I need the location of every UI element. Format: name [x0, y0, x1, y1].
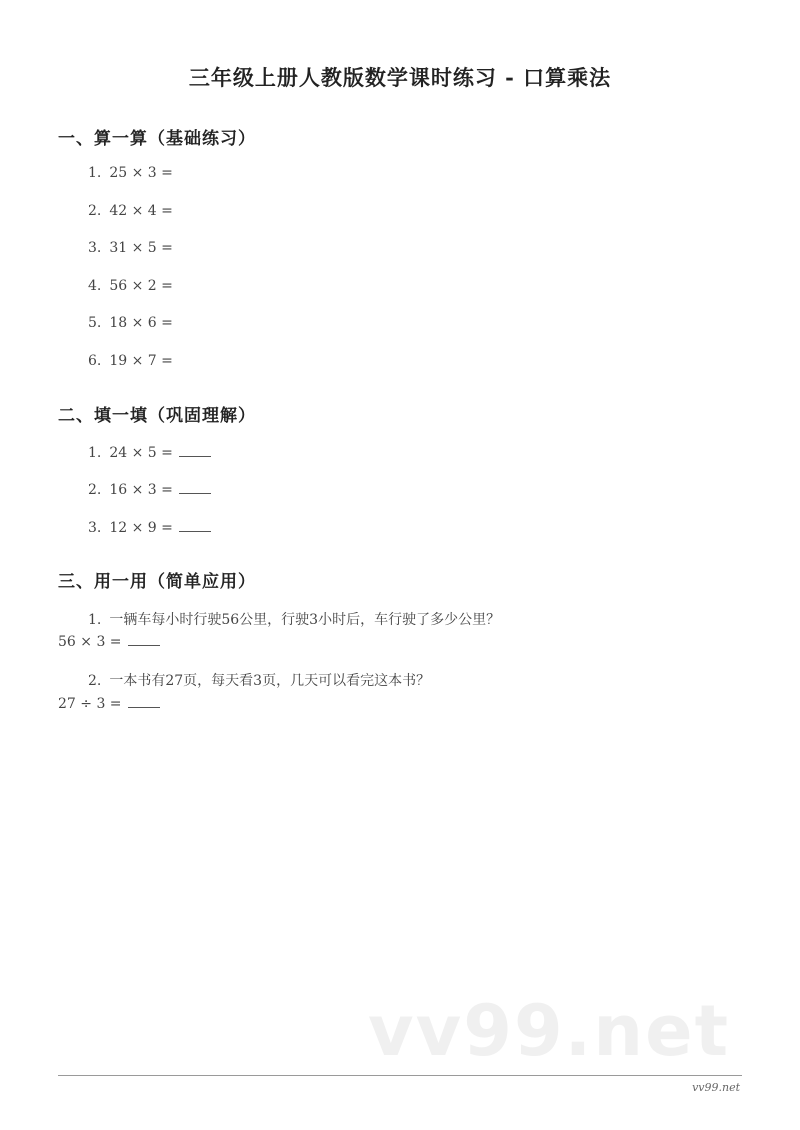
item-expression: 31 × 5 = [109, 240, 173, 256]
list-item [88, 519, 211, 536]
item-number: 2. [88, 482, 102, 498]
problem-expression-row [58, 633, 160, 650]
item-number: 1. [88, 612, 102, 628]
answer-blank[interactable] [179, 444, 211, 457]
item-number: 3. [88, 520, 102, 536]
footer-text: vv99.net [692, 1081, 740, 1094]
item-expression: 24 × 5 = [109, 445, 173, 461]
section-heading-apply: 三、用一用（简单应用） [58, 572, 256, 592]
section-heading-fill: 二、填一填（巩固理解） [58, 406, 256, 426]
item-expression: 42 × 4 = [109, 203, 173, 219]
section-heading-basic: 一、算一算（基础练习） [58, 129, 256, 149]
item-expression: 12 × 9 = [109, 520, 173, 536]
list-item [88, 240, 173, 256]
item-expression: 56 × 2 = [109, 278, 173, 294]
word-problem [88, 609, 500, 629]
answer-blank[interactable] [179, 519, 211, 532]
footer-divider [58, 1075, 742, 1076]
item-number: 5. [88, 315, 102, 331]
problem-expression-row [58, 695, 160, 712]
problem-expression: 56 × 3 = [58, 634, 122, 650]
problem-text: 一辆车每小时行驶56公里，行驶3小时后，车行驶了多少公里？ [109, 612, 501, 628]
list-item [88, 278, 173, 294]
item-number: 4. [88, 278, 102, 294]
item-number: 2. [88, 203, 102, 219]
word-problem [88, 670, 430, 690]
problem-text: 一本书有27页，每天看3页，几天可以看完这本书？ [109, 673, 431, 689]
item-expression: 19 × 7 = [109, 353, 173, 369]
item-expression: 16 × 3 = [109, 482, 173, 498]
answer-blank[interactable] [128, 695, 160, 708]
answer-blank[interactable] [179, 481, 211, 494]
item-number: 1. [88, 165, 102, 181]
page-title: 三年级上册人教版数学课时练习 - 口算乘法 [188, 65, 612, 90]
item-number: 2. [88, 673, 102, 689]
list-item [88, 444, 211, 461]
item-number: 3. [88, 240, 102, 256]
item-number: 1. [88, 445, 102, 461]
list-item [88, 165, 173, 181]
item-number: 6. [88, 353, 102, 369]
problem-expression: 27 ÷ 3 = [58, 696, 122, 712]
item-expression: 25 × 3 = [109, 165, 173, 181]
item-expression: 18 × 6 = [109, 315, 173, 331]
list-item [88, 203, 173, 219]
answer-blank[interactable] [128, 633, 160, 646]
list-item [88, 353, 173, 369]
list-item [88, 315, 173, 331]
list-item [88, 481, 211, 498]
watermark: vv99.net [368, 990, 731, 1072]
